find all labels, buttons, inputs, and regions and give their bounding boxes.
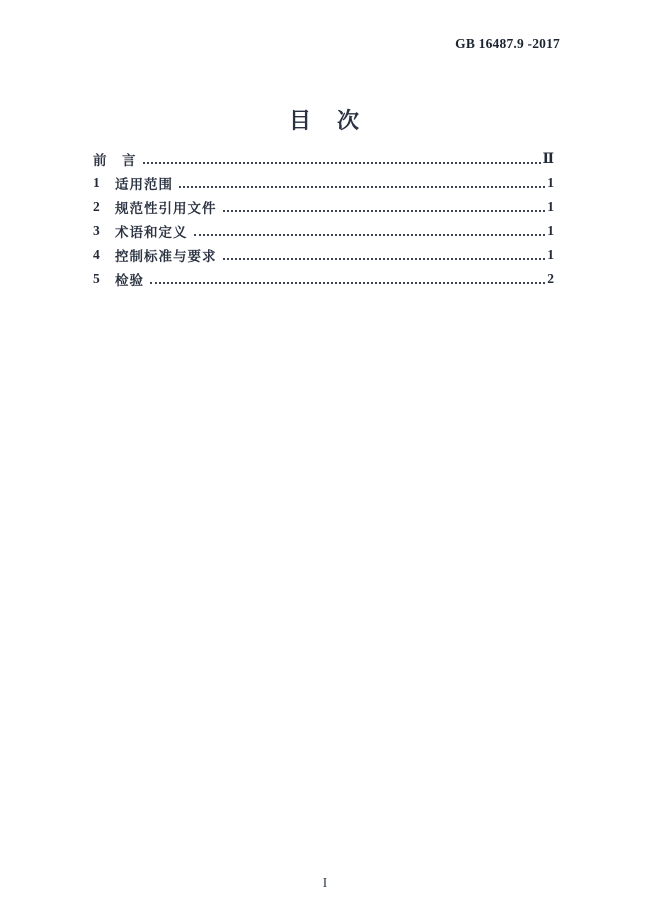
toc-entry-page: 2	[547, 271, 554, 286]
toc-entry	[93, 147, 554, 171]
toc-dotted-leader	[150, 282, 545, 284]
footer-page-number: I	[322, 876, 328, 891]
toc-entry	[93, 219, 554, 243]
toc-entry-page: Ⅱ	[542, 151, 554, 166]
toc-entry-page: 1	[547, 199, 554, 214]
toc-entry-label: 前 言	[93, 153, 137, 168]
toc-entry-label: 适用范围	[115, 177, 173, 192]
toc-dotted-leader	[143, 162, 541, 164]
toc-dotted-leader	[223, 258, 546, 260]
toc-entry	[93, 195, 554, 219]
toc-dotted-leader	[194, 234, 546, 236]
toc-dotted-leader	[223, 210, 546, 212]
toc-entry-number: 2	[93, 199, 100, 214]
toc-entry-page: 1	[547, 247, 554, 262]
toc-entry-label: 控制标准与要求	[115, 249, 217, 264]
toc-entry	[93, 267, 554, 291]
toc-entry	[93, 171, 554, 195]
toc-entry-number: 4	[93, 247, 100, 262]
toc-dotted-leader	[179, 186, 545, 188]
toc-entry-page: 1	[547, 223, 554, 238]
toc-entry-number: 5	[93, 271, 100, 286]
standard-code-header: GB 16487.9 -2017	[455, 36, 560, 51]
toc-entry-number: 3	[93, 223, 100, 238]
toc-entry-label: 检验	[115, 273, 144, 288]
toc-entry-label: 术语和定义	[115, 225, 188, 240]
toc-entry-label: 规范性引用文件	[115, 201, 217, 216]
toc-entry-page: 1	[547, 175, 554, 190]
toc-title: 目 次	[288, 108, 361, 133]
toc-entry	[93, 243, 554, 267]
toc-entry-number: 1	[93, 175, 100, 190]
toc-list	[93, 147, 554, 291]
